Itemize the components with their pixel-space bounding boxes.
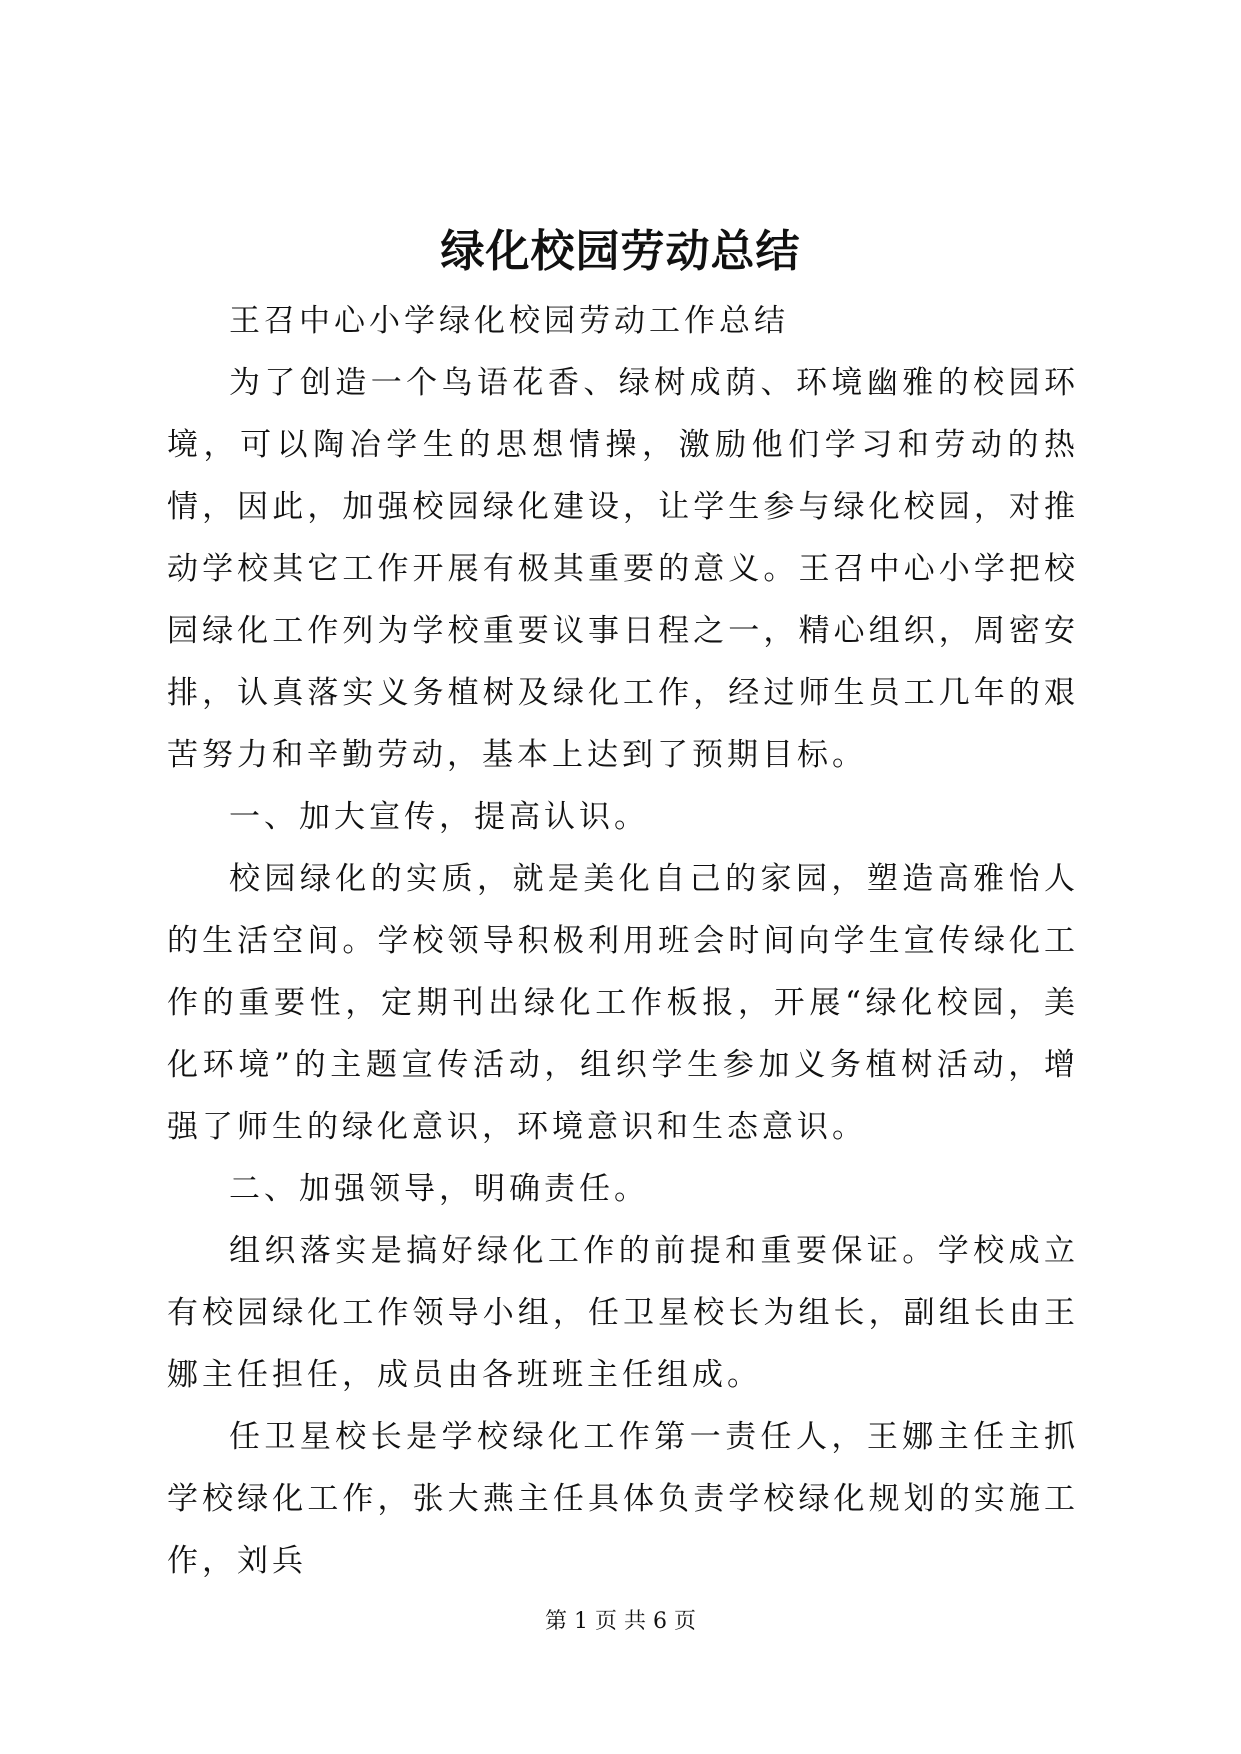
document-title: 绿化校园劳动总结 [440, 226, 801, 277]
page-number-footer: 第 1 页 共 6 页 [545, 1609, 696, 1634]
document-body [167, 290, 1079, 1592]
section-heading-2: 二、加强领导，明确责任。 [229, 1171, 649, 1207]
paragraph-section-2b: 任卫星校长是学校绿化工作第一责任人，王娜主任主抓学校绿化工作，张大燕主任具体负责学校绿化规划的实施工作，刘兵 [167, 1419, 1079, 1579]
section-heading-1: 一、加大宣传，提高认识。 [229, 799, 649, 835]
paragraph-subtitle: 王召中心小学绿化校园劳动工作总结 [229, 303, 789, 339]
paragraph-section-1: 校园绿化的实质，就是美化自己的家园，塑造高雅怡人的生活空间。学校领导积极利用班会时间向学生宣传绿化工作的重要性，定期刊出绿化工作板报，开展“绿化校园，美化环境”的主题宣传活动，组织学生参加义务植树活动，增强了师生的绿化意识，环境意识和生态意识。 [167, 861, 1079, 1145]
paragraph-intro: 为了创造一个鸟语花香、绿树成荫、环境幽雅的校园环境，可以陶冶学生的思想情操，激励他们学习和劳动的热情，因此，加强校园绿化建设，让学生参与绿化校园，对推动学校其它工作开展有极其重要的意义。王召中心小学把校园绿化工作列为学校重要议事日程之一，精心组织，周密安排，认真落实义务植树及绿化工作，经过师生员工几年的艰苦努力和辛勤劳动，基本上达到了预期目标。 [167, 365, 1079, 773]
paragraph-section-2a: 组织落实是搞好绿化工作的前提和重要保证。学校成立有校园绿化工作领导小组，任卫星校长为组长，副组长由王娜主任担任，成员由各班班主任组成。 [167, 1233, 1079, 1393]
